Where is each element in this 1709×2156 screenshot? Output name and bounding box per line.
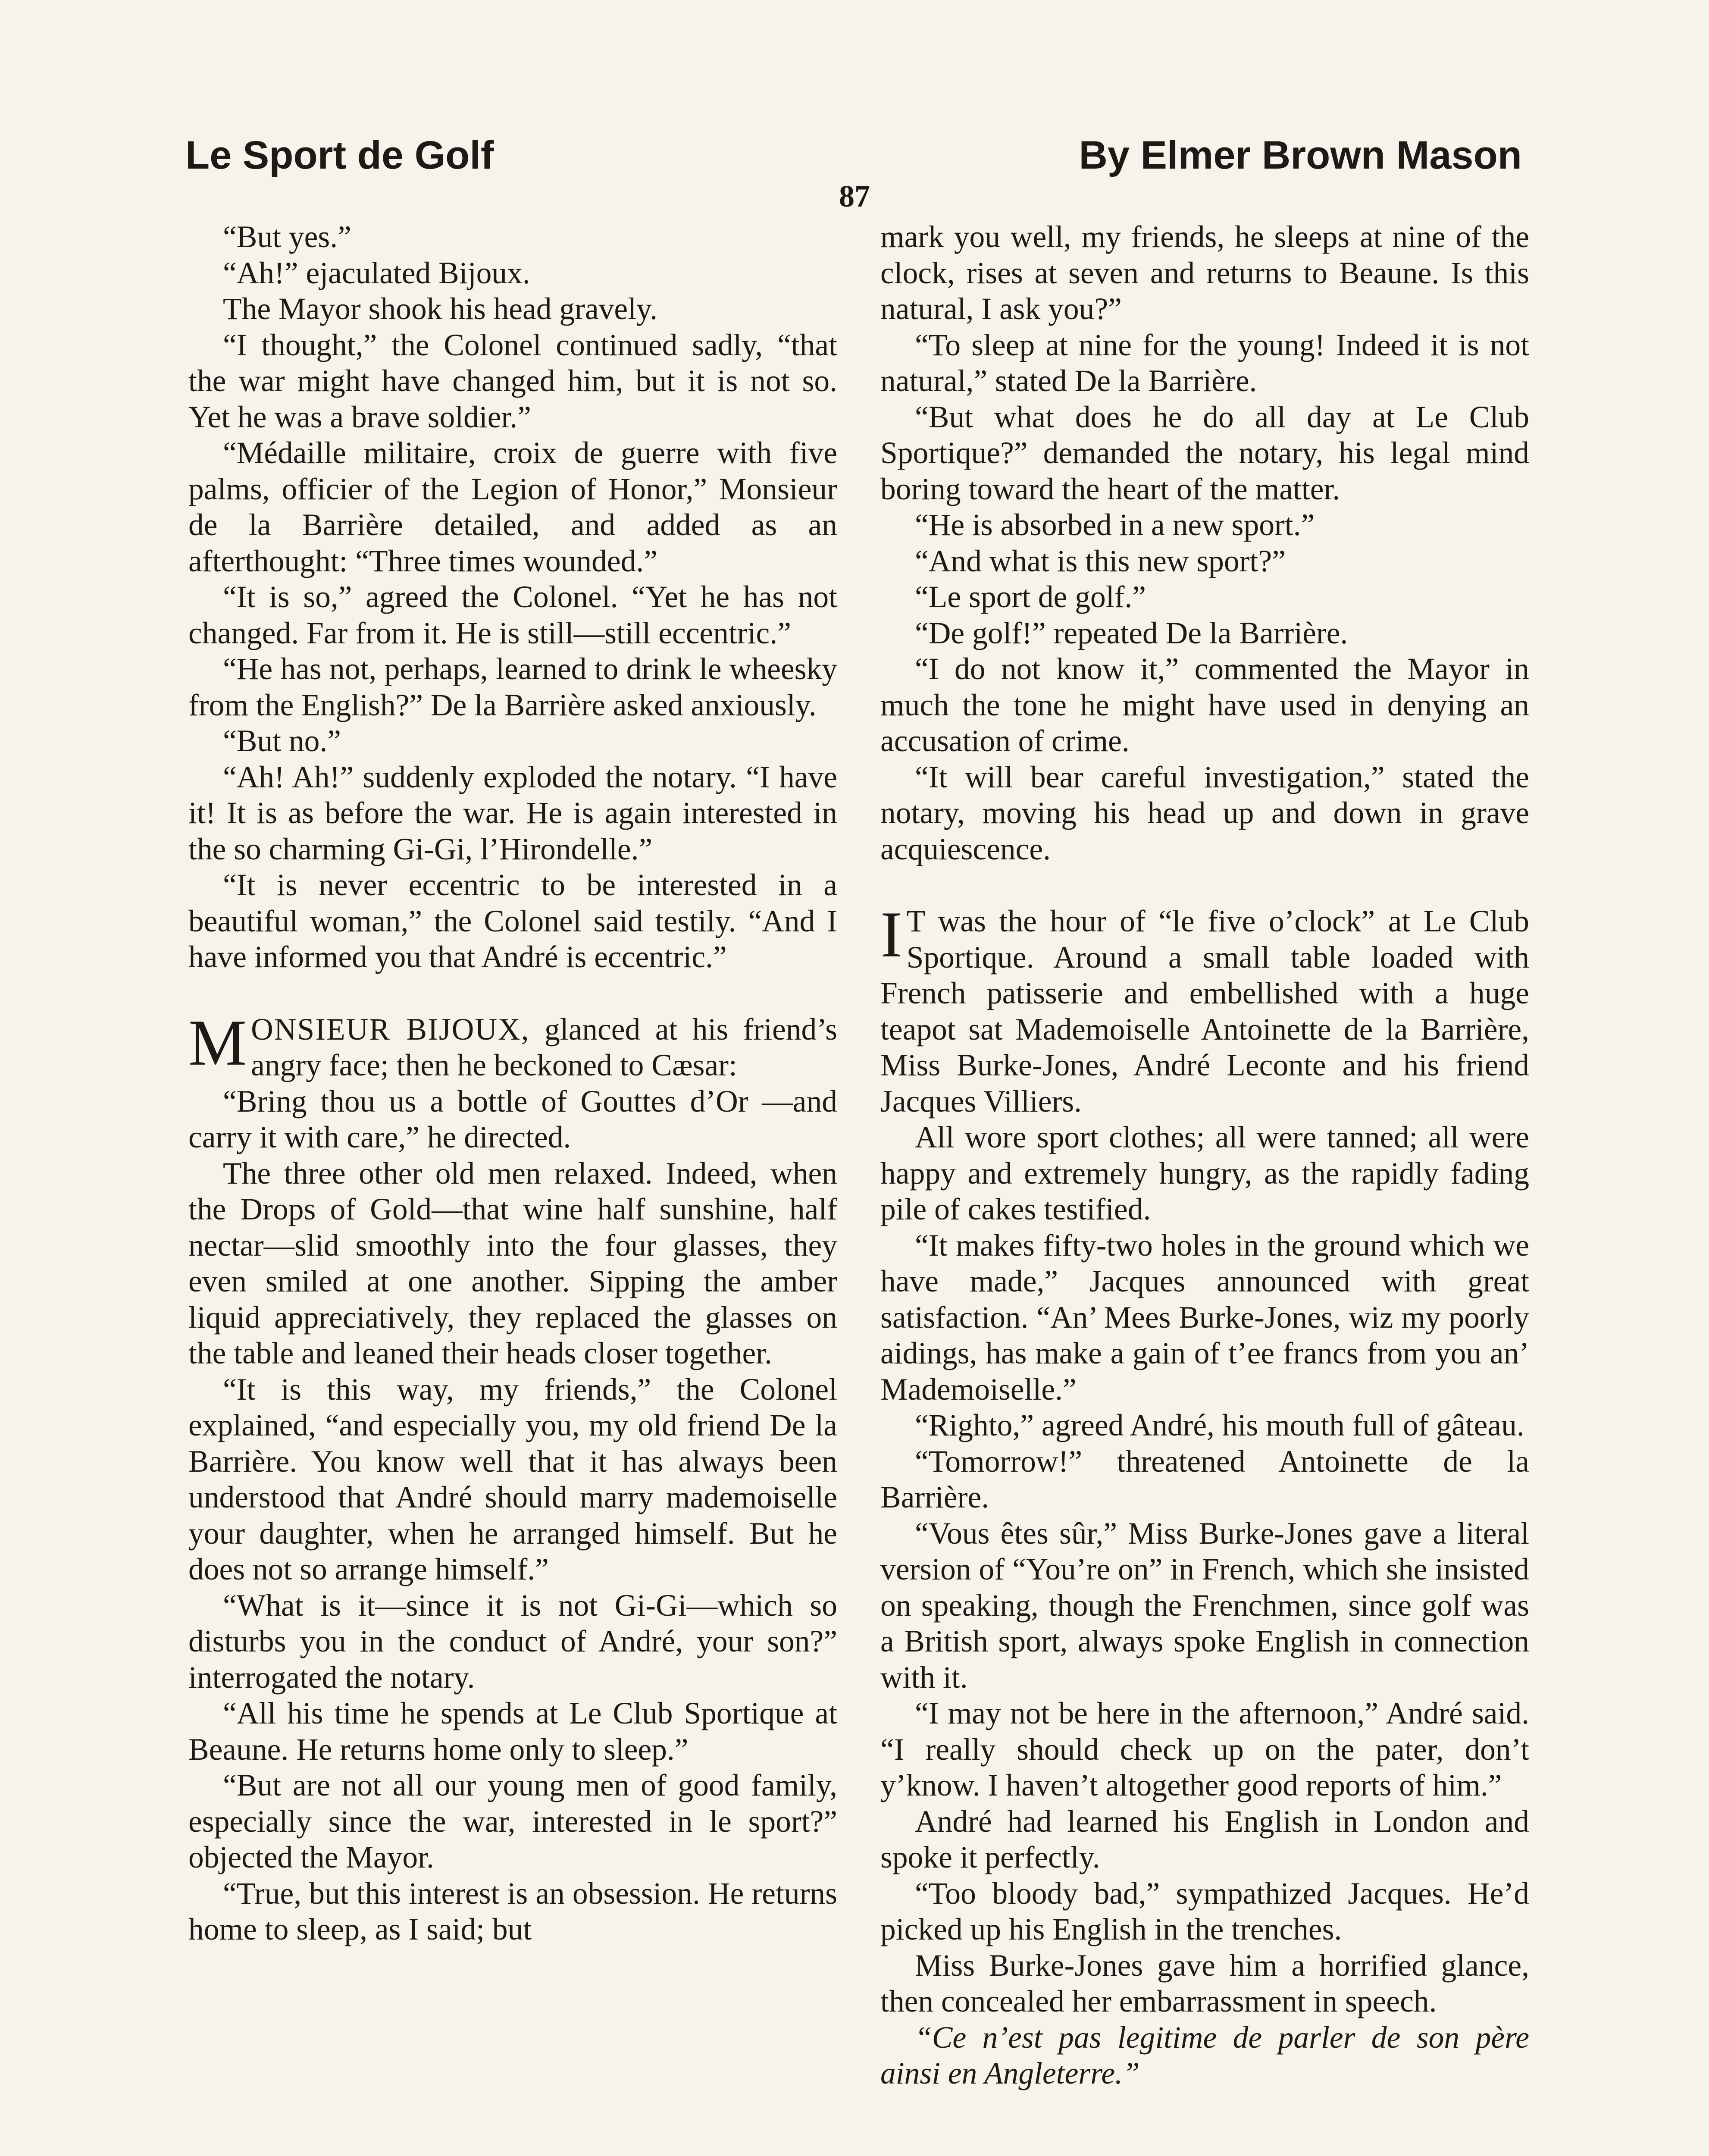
paragraph: “Too bloody bad,” sympathized Jacques. He’d picked up his English in the trenches. bbox=[880, 1876, 1529, 1946]
paragraph: “He is absorbed in a new sport.” bbox=[915, 508, 1315, 542]
paragraph: “But what does he do all day at Le Club Sportique?” demanded the notary, his legal mind boring toward the heart of the matter. bbox=[880, 400, 1529, 506]
left-text-column bbox=[188, 219, 837, 1948]
section-break bbox=[880, 867, 1529, 903]
paragraph: “Médaille militaire, croix de guerre with five palms, officier of the Legion of Honor,” Monsieur de la Barrière detailed, and added as an afterthought: “Three times wounded.” bbox=[188, 436, 837, 578]
paragraph: “It will bear careful investigation,” stated the notary, moving his head up and down in grave acquiescence. bbox=[880, 760, 1529, 866]
paragraph: “Bring thou us a bottle of Gouttes d’Or —and carry it with care,” he directed. bbox=[188, 1084, 837, 1154]
paragraph: André had learned his English in London and spoke it perfectly. bbox=[880, 1804, 1529, 1874]
paragraph: “All his time he spends at Le Club Sportique at Beaune. He returns home only to sleep.” bbox=[188, 1696, 837, 1767]
paragraph: “True, but this interest is an obsession. He returns home to sleep, as I said; but bbox=[188, 1876, 837, 1946]
paragraph: “Righto,” agreed André, his mouth full of gâteau. bbox=[915, 1408, 1524, 1442]
paragraph: “Ah!” ejaculated Bijoux. bbox=[223, 256, 530, 290]
paragraph: “And what is this new sport?” bbox=[915, 544, 1286, 578]
small-caps-lead: ONSIEUR BIJOUX, bbox=[251, 1012, 530, 1047]
paragraph: “To sleep at nine for the young! Indeed it is not natural,” stated De la Barrière. bbox=[880, 328, 1529, 398]
author-byline: By Elmer Brown Mason bbox=[1079, 133, 1522, 177]
paragraph: “Ah! Ah!” suddenly exploded the notary. “I have it! It is as before the war. He is again interested in the so charming Gi-Gi, l’Hirondelle.” bbox=[188, 760, 837, 866]
section-opening-paragraph bbox=[880, 898, 1529, 1119]
paragraph-text: T was the hour of “le five o’clock” at Le Club Sportique. Around a small table loaded with French patisserie and embellished with a huge teapot sat Mademoiselle Antoinette de la Barrière, Miss Burke-Jones, André Leconte and his friend Jacques Villiers. bbox=[880, 904, 1529, 1119]
paragraph: “Tomorrow!” threatened Antoinette de la Barrière. bbox=[880, 1444, 1529, 1514]
paragraph: “I do not know it,” commented the Mayor in much the tone he might have used in denying an accusation of crime. bbox=[880, 652, 1529, 758]
paragraph: “It makes fifty-two holes in the ground which we have made,” Jacques announced with great satisfaction. “An’ Mees Burke-Jones, wiz my poorly aidings, has make a gain of t’ee francs from you an’ Mademoiselle.” bbox=[880, 1228, 1529, 1407]
paragraph: “De golf!” repeated De la Barrière. bbox=[915, 616, 1348, 650]
drop-cap: I bbox=[880, 898, 902, 971]
paragraph: The Mayor shook his head gravely. bbox=[223, 292, 658, 326]
paragraph: “But are not all our young men of good family, especially since the war, interested in le sport?” objected the Mayor. bbox=[188, 1768, 837, 1874]
paragraph: The three other old men relaxed. Indeed, when the Drops of Gold—that wine half sunshine, half nectar—slid smoothly into the four glasses, they even smiled at one another. Sipping the amber liquid appreciatively, they replaced the glasses on the table and leaned their heads closer together. bbox=[188, 1156, 837, 1370]
story-title: Le Sport de Golf bbox=[185, 133, 494, 177]
paragraph: “I thought,” the Colonel continued sadly, “that the war might have changed him, but it is not so. Yet he was a brave soldier.” bbox=[188, 328, 837, 434]
drop-cap: M bbox=[188, 1006, 247, 1079]
paragraph: “It is this way, my friends,” the Colonel explained, “and especially you, my old friend De la Barrière. You know well that it has always been understood that André should marry mademoiselle your daughter, when he arranged himself. But he does not so arrange himself.” bbox=[188, 1372, 837, 1586]
right-text-column bbox=[880, 219, 1529, 2092]
paragraph: “But yes.” bbox=[223, 220, 351, 254]
paragraph: “What is it—since it is not Gi-Gi—which so disturbs you in the conduct of André, your son?” interrogated the notary. bbox=[188, 1588, 837, 1695]
paragraph: mark you well, my friends, he sleeps at nine of the clock, rises at seven and returns to Beaune. Is this natural, I ask you?” bbox=[880, 220, 1529, 326]
paragraph: All wore sport clothes; all were tanned; all were happy and extremely hungry, as the rapidly fading pile of cakes testified. bbox=[880, 1120, 1529, 1226]
paragraph: “Ce n’est pas legitime de parler de son père ainsi en Angleterre.” bbox=[880, 2020, 1529, 2090]
paragraph: “I may not be here in the afternoon,” André said. “I really should check up on the pater, don’t y’know. I haven’t altogether good reports of him.” bbox=[880, 1696, 1529, 1802]
paragraph: “Vous êtes sûr,” Miss Burke-Jones gave a literal version of “You’re on” in French, which she insisted on speaking, though the Frenchmen, since golf was a British sport, always spoke English in connection with it. bbox=[880, 1516, 1529, 1695]
paragraph: “It is never eccentric to be interested in a beautiful woman,” the Colonel said testily. “And I have informed you that André is eccentric.” bbox=[188, 868, 837, 974]
page-number: 87 bbox=[839, 179, 870, 213]
section-opening-paragraph bbox=[188, 1006, 837, 1084]
paragraph: Miss Burke-Jones gave him a horrified glance, then concealed her embarrassment in speech. bbox=[880, 1948, 1529, 2018]
paragraph: “It is so,” agreed the Colonel. “Yet he has not changed. Far from it. He is still—still eccentric.” bbox=[188, 580, 837, 650]
paragraph: “But no.” bbox=[223, 724, 341, 758]
section-break bbox=[188, 975, 837, 1012]
paragraph: “Le sport de golf.” bbox=[915, 580, 1146, 614]
paragraph-text: glanced at his friend’s angry face; then he beckoned to Cæsar: bbox=[251, 1012, 837, 1082]
paragraph: “He has not, perhaps, learned to drink le wheesky from the English?” De la Barrière asked anxiously. bbox=[188, 652, 837, 722]
